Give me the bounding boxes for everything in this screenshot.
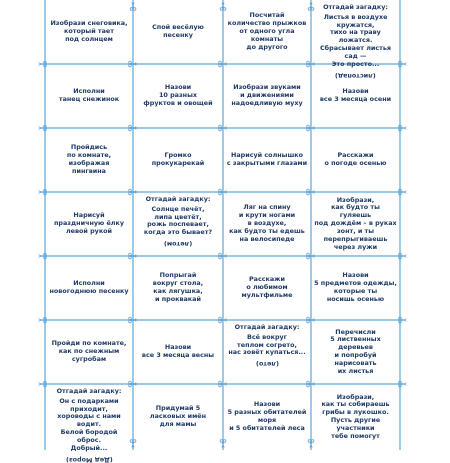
task-card: [223, 384, 311, 450]
task-text: Пройди по комнате, как по снежным сугробам: [51, 339, 127, 363]
riddle-answer: (лето): [255, 360, 279, 369]
task-card: [45, 256, 133, 320]
task-card: [311, 0, 400, 80]
riddle-answer: (листопад): [335, 71, 376, 80]
task-card: [223, 256, 311, 320]
riddle-answer: (Дед Мороз): [65, 455, 113, 463]
task-text: Нарисуй праздничную ёлку левой рукой: [54, 211, 124, 235]
task-text: Он с подарками приходит, хороводы с нами водит. Белой бородой оброс. Добрый...: [57, 396, 121, 452]
task-card: [133, 0, 223, 64]
task-card: [223, 128, 311, 192]
task-card: [223, 64, 311, 128]
task-card: [133, 192, 223, 256]
task-text: Назови все 3 месяца весны: [141, 343, 215, 359]
riddle-heading: Отгадай загадку:: [56, 387, 122, 395]
task-card: [45, 0, 133, 64]
riddle-heading: Отгадай загадку:: [323, 3, 388, 11]
task-card: [133, 128, 223, 192]
task-text: Пройдись по комнате, изображая пингвина: [66, 143, 112, 175]
riddle-heading: Отгадай загадку:: [234, 323, 300, 331]
task-card: [223, 0, 311, 64]
task-card: [133, 320, 223, 384]
task-text: Придумай 5 ласковых имён для мамы: [149, 404, 207, 428]
task-text: Исполни новогоднюю песенку: [49, 279, 129, 295]
task-card: [133, 384, 223, 450]
task-card: [45, 64, 133, 128]
task-card: [311, 128, 400, 192]
task-text: Назови 5 разных обитателей моря и 5 обитателей леса: [227, 400, 307, 432]
riddle-answer: (летом): [163, 239, 193, 248]
task-card: [45, 384, 133, 463]
task-text: Спой весёлую песенку: [152, 23, 204, 39]
task-card: [45, 192, 133, 256]
task-text: Назови все 3 месяца осени: [319, 87, 392, 103]
task-card: [133, 256, 223, 320]
task-card: [223, 320, 311, 384]
task-text: Посчитай количество прыжков от одного угла комнаты до другого: [227, 11, 307, 51]
task-card: [311, 384, 400, 450]
task-text: Попрыгай вокруг стола, как лягушка, и проквакай: [152, 271, 204, 303]
task-text: Расскажи о любимом мультфильме: [241, 275, 293, 299]
task-text: Назови 5 предметов одежды, которые ты носишь осенью: [314, 271, 397, 303]
task-card: [133, 64, 223, 128]
task-card: [45, 320, 133, 384]
riddle-heading: Отгадай загадку:: [145, 195, 211, 203]
task-card: [311, 320, 400, 384]
task-text: Перечисли 5 лиственных деревьев и попробуй нарисовать их листья: [330, 327, 381, 375]
task-text: Ляг на спину и крути ногами в воздухе, как будто ты едешь на велосипеде: [229, 203, 305, 243]
task-card: [223, 192, 311, 256]
task-card: [311, 64, 400, 128]
task-text: Изобрази, как ты собираешь грибы в лукошко. Пусть другие участники тебе помогут: [321, 392, 390, 440]
task-card: [45, 128, 133, 192]
task-text: Всё вокруг теплом согрето, нас зовёт купаться...: [228, 332, 306, 357]
task-text: Нарисуй солнышко с закрытыми глазами: [226, 151, 308, 167]
task-text: Изобрази, как будто ты гуляешь под дождём – в руках зонт, и ты перепрыгиваешь через лужи: [314, 195, 397, 251]
task-card: [311, 256, 400, 320]
task-text: Назови 10 разных фруктов и овощей: [143, 83, 213, 107]
task-text: Изобрази звуками и движениями надоедливую муху: [231, 83, 303, 107]
task-card: [311, 192, 400, 256]
task-text: Листья в воздухе кружатся, тихо на траву ложатся. Сбрасывает листья сад — Это просто...: [319, 12, 392, 68]
task-text: Громко прокукарекай: [151, 151, 205, 167]
task-text: Изобрази снеговика, который тает под солнцем: [50, 19, 128, 43]
task-text: Солнце печёт, липа цветёт, рожь поспевает, когда это бывает?: [143, 204, 213, 237]
task-text: Расскажи о погоде осенью: [324, 151, 387, 167]
task-text: Исполни танец снежинок: [58, 87, 120, 103]
